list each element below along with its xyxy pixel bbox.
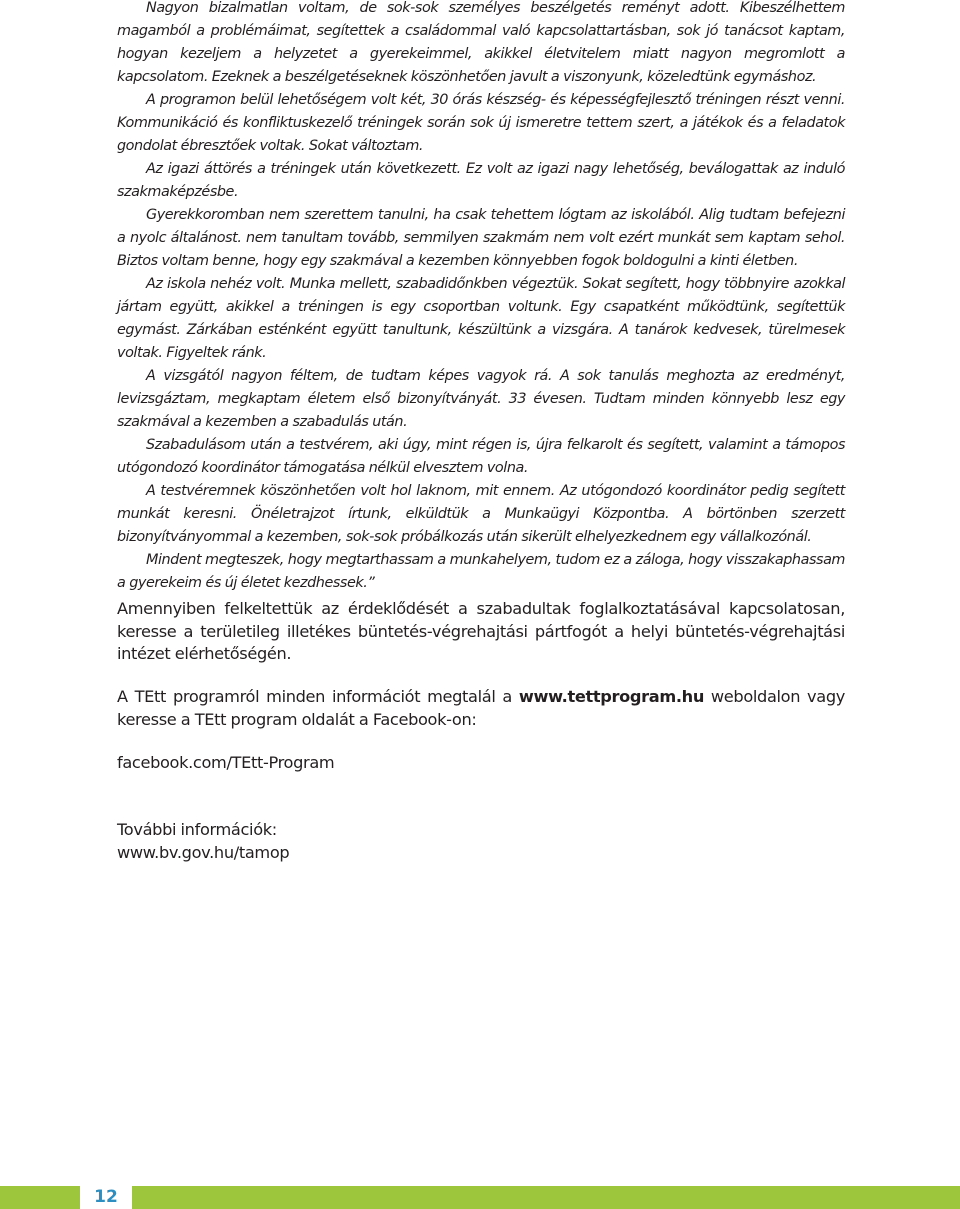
testimonial-paragraph: Szabadulásom után a testvérem, aki úgy, mint régen is, újra felkarolt és segített, valamint a támopos utógondozó koordinátor támogatása nélkül elvesztem volna. <box>117 437 845 476</box>
website-text-before: A TEtt programról minden információt megtalál a <box>117 687 519 706</box>
testimonial-paragraph: Az iskola nehéz volt. Munka mellett, szabadidőnkben végeztük. Sokat segített, hogy többnyire azokkal jártam együtt, akikkel a tréningen is egy csoportban voltunk. Egy csapatként működtünk, segítettük egymást. Zárkában esténként együtt tanultunk, készültünk a vizsgára. A tanárok kedvesek, türelmesek voltak. Figyeltek ránk. <box>117 276 845 361</box>
website-text <box>117 686 845 731</box>
testimonial-paragraph: A vizsgától nagyon féltem, de tudtam képes vagyok rá. A sok tanulás meghozta az eredményt, levizsgáztam, megkaptam életem első bizonyítványát. 33 évesen. Tudtam minden könnyebb lesz egy szakmával a kezemben a szabadulás után. <box>117 368 845 430</box>
website-paragraph <box>117 686 845 731</box>
page-number: 12 <box>80 1185 132 1209</box>
website-text-after: weboldalon vagy keresse a TEtt program oldalát a Facebook-on: <box>117 687 845 729</box>
contact-info-text: Amennyiben felkeltettük az érdeklődését a szabadultak foglalkoztatásával kapcsolatosan, keresse a területileg illetékes büntetés-végrehajtási pártfogót a helyi büntetés-végrehajtási intézet elérhetőségén. <box>117 599 845 663</box>
testimonial-paragraph: Nagyon bizalmatlan voltam, de sok-sok személyes beszélgetés reményt adott. Kibeszélhettem magamból a problémáimat, segítettek a családommal való kapcsolattartásban, sok jó tanácsot kaptam, hogyan kezeljem a helyzetet a gyerekeimmel, akikkel életvitelem miatt nagyon megromlott a kapcsolatom. Ezeknek a beszélgetéseknek köszönhetően javult a viszonyunk, közeledtünk egymáshoz. <box>117 0 845 85</box>
testimonial-paragraph: A programon belül lehetőségem volt két, 30 órás készség- és képességfejlesztő tréningen részt venni. Kommunikáció és konfliktuskezelő tréningek során sok új ismeretre tettem szert, a játékok és a feladatok gondolat ébresztőek voltak. Sokat változtam. <box>117 92 845 154</box>
facebook-paragraph <box>117 752 845 775</box>
more-info-link[interactable]: www.bv.gov.hu/tamop <box>117 842 290 862</box>
testimonial-paragraph: A testvéremnek köszönhetően volt hol laknom, mit ennem. Az utógondozó koordinátor pedig segített munkát keresni. Önéletrajzot írtunk, elküldtük a Munkaügyi Központba. A börtönben szerzett bizonyítványommal a kezemben, sok-sok próbálkozás után sikerült elhelyezkednem egy vállalkozónál. <box>117 483 845 545</box>
facebook-link[interactable]: facebook.com/TEtt-Program <box>117 753 335 772</box>
testimonial-paragraph: Gyerekkoromban nem szerettem tanulni, ha csak tehettem lógtam az iskolából. Alig tudtam befejezni a nyolc általánost. nem tanultam tovább, semmilyen szakmám nem volt ezért munkát sem kaptam sehol. Biztos voltam benne, hogy egy szakmával a kezemben könnyebben fogok boldogulni a kinti életben. <box>117 207 845 269</box>
contact-info-paragraph <box>117 598 845 666</box>
website-link[interactable]: www.tettprogram.hu <box>518 687 704 706</box>
testimonial-paragraph: Az igazi áttörés a tréningek után következett. Ez volt az igazi nagy lehetőség, beválogattak az induló szakmaképzésbe. <box>117 161 845 200</box>
more-info-label: További információk: <box>117 820 277 839</box>
footer-bar <box>0 1186 960 1209</box>
testimonial-quote <box>117 0 845 595</box>
more-info-paragraph <box>117 819 845 864</box>
testimonial-paragraph: Mindent megteszek, hogy megtarthassam a munkahelyem, tudom ez a záloga, hogy visszakaphassam a gyerekeim és új életet kezdhessek.” <box>117 552 845 591</box>
